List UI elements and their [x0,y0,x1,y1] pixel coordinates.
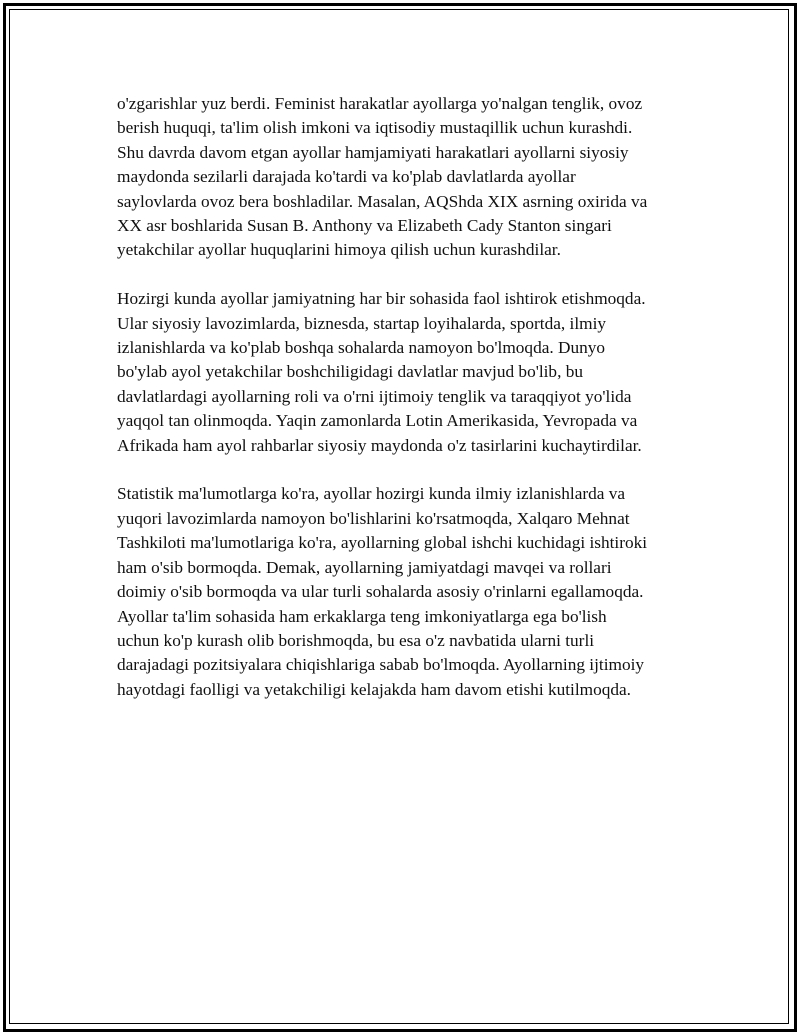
document-body [117,92,697,727]
text-line: darajadagi pozitsiyalara chiqishlariga sabab bo'lmoqda. Ayollarning ijtimoiy [117,655,645,675]
text-line: Ayollar ta'lim sohasida ham erkaklarga teng imkoniyatlarga ega bo'lish [117,606,607,626]
text-line: Ular siyosiy lavozimlarda, biznesda, startap loyihalarda, sportda, ilmiy [117,313,607,333]
text-line: doimiy o'sib bormoqda va ular turli sohalarda asosiy o'rinlarni egallamoqda. [117,582,644,602]
text-line: XX asr boshlarida Susan B. Anthony va Elizabeth Cady Stanton singari [117,216,612,236]
text-line: o'zgarishlar yuz berdi. Feminist harakatlar ayollarga yo'nalgan tenglik, ovoz [117,94,643,113]
text-line: berish huquqi, ta'lim olish imkoni va iqtisodiy mustaqillik uchun kurashdi. [117,118,633,138]
text-line: ham o'sib bormoqda. Demak, ayollarning jamiyatdagi mavqei va rollari [117,557,612,577]
text-line: Tashkiloti ma'lumotlariga ko'ra, ayollarning global ishchi kuchidagi ishtiroki [117,533,648,553]
text-line: izlanishlarda va ko'plab boshqa sohalarda namoyon bo'lmoqda. Dunyo [117,338,606,358]
text-line: uchun ko'p kurash olib borishmoqda, bu esa o'z navbatida ularni turli [117,630,595,650]
text-line: Hozirgi kunda ayollar jamiyatning har bir sohasida faol ishtirok etishmoqda. [117,289,646,309]
paragraph-2 [117,287,697,458]
text-line: saylovlarda ovoz bera boshladilar. Masalan, AQShda XIX asrning oxirida va [117,191,648,211]
text-line: Shu davrda davom etgan ayollar hamjamiyati harakatlari ayollarni siyosiy [117,142,629,162]
text-line: Statistik ma'lumotlarga ko'ra, ayollar hozirgi kunda ilmiy izlanishlarda va [117,484,626,504]
text-line: bo'ylab ayol yetakchilar boshchiligidagi davlatlar mavjud bo'lib, bu [117,362,583,382]
text-line: Afrikada ham ayol rahbarlar siyosiy maydonda o'z tasirlarini kuchaytirdilar. [117,435,642,455]
text-line: yetakchilar ayollar huquqlarini himoya qilish uchun kurashdilar. [117,240,561,260]
text-line: davlatlardagi ayollarning roli va o'rni ijtimoiy tenglik va taraqqiyot yo'lida [117,386,632,406]
text-line: yaqqol tan olinmoqda. Yaqin zamonlarda Lotin Amerikasida, Yevropada va [117,411,638,431]
text-line: hayotdagi faolligi va yetakchiligi kelajakda ham davom etishi kutilmoqda. [117,679,631,699]
text-line: yuqori lavozimlarda namoyon bo'lishlarini ko'rsatmoqda, Xalqaro Mehnat [117,508,630,528]
paragraph-1 [117,92,697,263]
text-line: maydonda sezilarli darajada ko'tardi va ko'plab davlatlarda ayollar [117,167,576,187]
paragraph-3 [117,482,697,702]
